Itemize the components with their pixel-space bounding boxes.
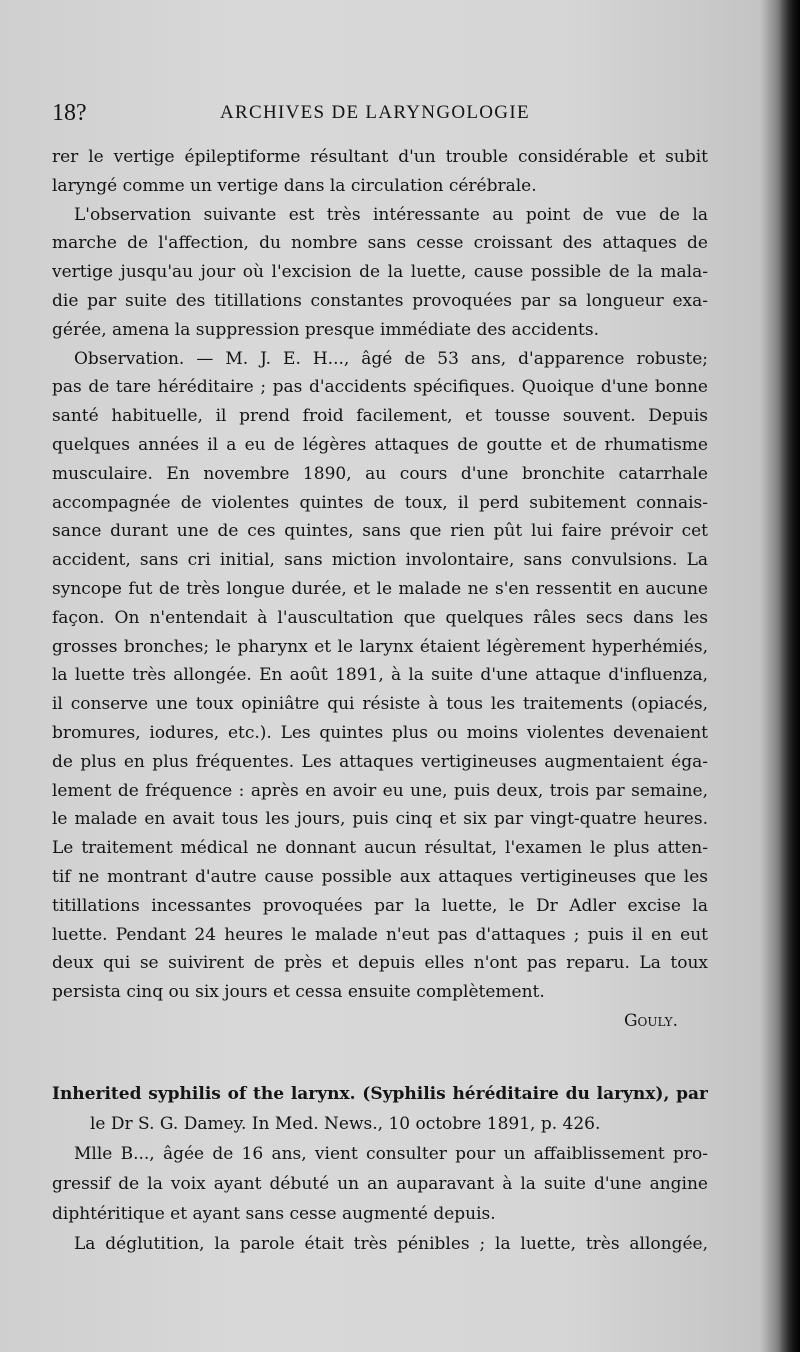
- text-line: gérée, amena la suppression presque immédiate des accidents.: [52, 319, 599, 340]
- text-line: Le traitement médical ne donnant aucun résultat, l'examen le plus atten-: [52, 838, 708, 859]
- text-line: Mlle B..., âgée de 16 ans, vient consulter pour un affaiblissement pro-: [74, 1144, 708, 1164]
- text-line: gressif de la voix ayant débuté un an auparavant à la suite d'une angine: [52, 1174, 708, 1194]
- article-title-line: Inherited syphilis of the larynx. (Syphilis héréditaire du larynx), par: [52, 1084, 708, 1104]
- text-line: le malade en avait tous les jours, puis cinq et six par vingt-quatre heures.: [52, 809, 708, 830]
- text-line: santé habituelle, il prend froid facilement, et tousse souvent. Depuis: [52, 406, 708, 427]
- text-line: L'observation suivante est très intéressante au point de vue de la: [74, 204, 708, 225]
- text-line: grosses bronches; le pharynx et le larynx étaient légèrement hyperhémiés,: [52, 636, 708, 657]
- text-line: deux qui se suivirent de près et depuis elles n'ont pas reparu. La toux: [52, 953, 708, 974]
- text-line: accident, sans cri initial, sans miction involontaire, sans convulsions. La: [52, 550, 708, 571]
- author-signature: Gouly.: [623, 1010, 678, 1031]
- text-line: die par suite des titillations constantes provoquées par sa longueur exa-: [52, 290, 708, 311]
- text-line: sance durant une de ces quintes, sans que rien pût lui faire prévoir cet: [52, 521, 708, 542]
- text-line: laryngé comme un vertige dans la circulation cérébrale.: [52, 175, 537, 196]
- text-line: syncope fut de très longue durée, et le malade ne s'en ressentit en aucune: [52, 578, 708, 599]
- text-line: bromures, iodures, etc.). Les quintes plus ou moins violentes devenaient: [52, 722, 708, 743]
- text-line: la luette très allongée. En août 1891, à la suite d'une attaque d'influenza,: [52, 665, 708, 686]
- text-line: diphtéritique et ayant sans cesse augmenté depuis.: [52, 1204, 496, 1224]
- review-section: [52, 1079, 708, 1259]
- text-line: La déglutition, la parole était très pénibles ; la luette, très allongée,: [74, 1234, 708, 1254]
- page-edge-shadow: [778, 0, 800, 1352]
- text-line: musculaire. En novembre 1890, au cours d'une bronchite catarrhale: [52, 463, 708, 484]
- text-line: pas de tare héréditaire ; pas d'accidents spécifiques. Quoique d'une bonne: [52, 377, 708, 398]
- text-line: accompagnée de violentes quintes de toux, il perd subitement connais-: [52, 492, 708, 513]
- page-number: 18?: [52, 100, 87, 126]
- observation-heading-line: Observation. — M. J. E. H..., âgé de 53 ans, d'apparence robuste;: [74, 348, 708, 369]
- text-line: rer le vertige épileptiforme résultant d'un trouble considérable et subit: [52, 147, 708, 167]
- text-line: persista cinq ou six jours et cessa ensuite complètement.: [52, 982, 545, 1003]
- text-line: tif ne montrant d'autre cause possible aux attaques vertigineuses que les: [52, 866, 708, 887]
- text-line: vertige jusqu'au jour où l'excision de la luette, cause possible de la mala-: [52, 262, 708, 283]
- observation-section: [52, 143, 708, 1036]
- text-line: luette. Pendant 24 heures le malade n'eut pas d'attaques ; puis il en eut: [52, 924, 708, 945]
- text-line: lement de fréquence : après en avoir eu une, puis deux, trois par semaine,: [52, 780, 708, 801]
- text-line: de plus en plus fréquentes. Les attaques vertigineuses augmentaient éga-: [52, 751, 708, 772]
- article-citation-line: le Dr S. G. Damey. In Med. News., 10 octobre 1891, p. 426.: [90, 1114, 601, 1134]
- text-line: marche de l'affection, du nombre sans cesse croissant des attaques de: [52, 233, 708, 254]
- text-line: titillations incessantes provoquées par la luette, le Dr Adler excise la: [52, 895, 708, 916]
- text-line: façon. On n'entendait à l'auscultation que quelques râles secs dans les: [52, 607, 708, 628]
- journal-title: ARCHIVES DE LARYNGOLOGIE: [220, 102, 530, 123]
- text-line: il conserve une toux opiniâtre qui résiste à tous les traitements (opiacés,: [52, 694, 708, 715]
- text-line: quelques années il a eu de légères attaques de goutte et de rhumatisme: [52, 434, 708, 455]
